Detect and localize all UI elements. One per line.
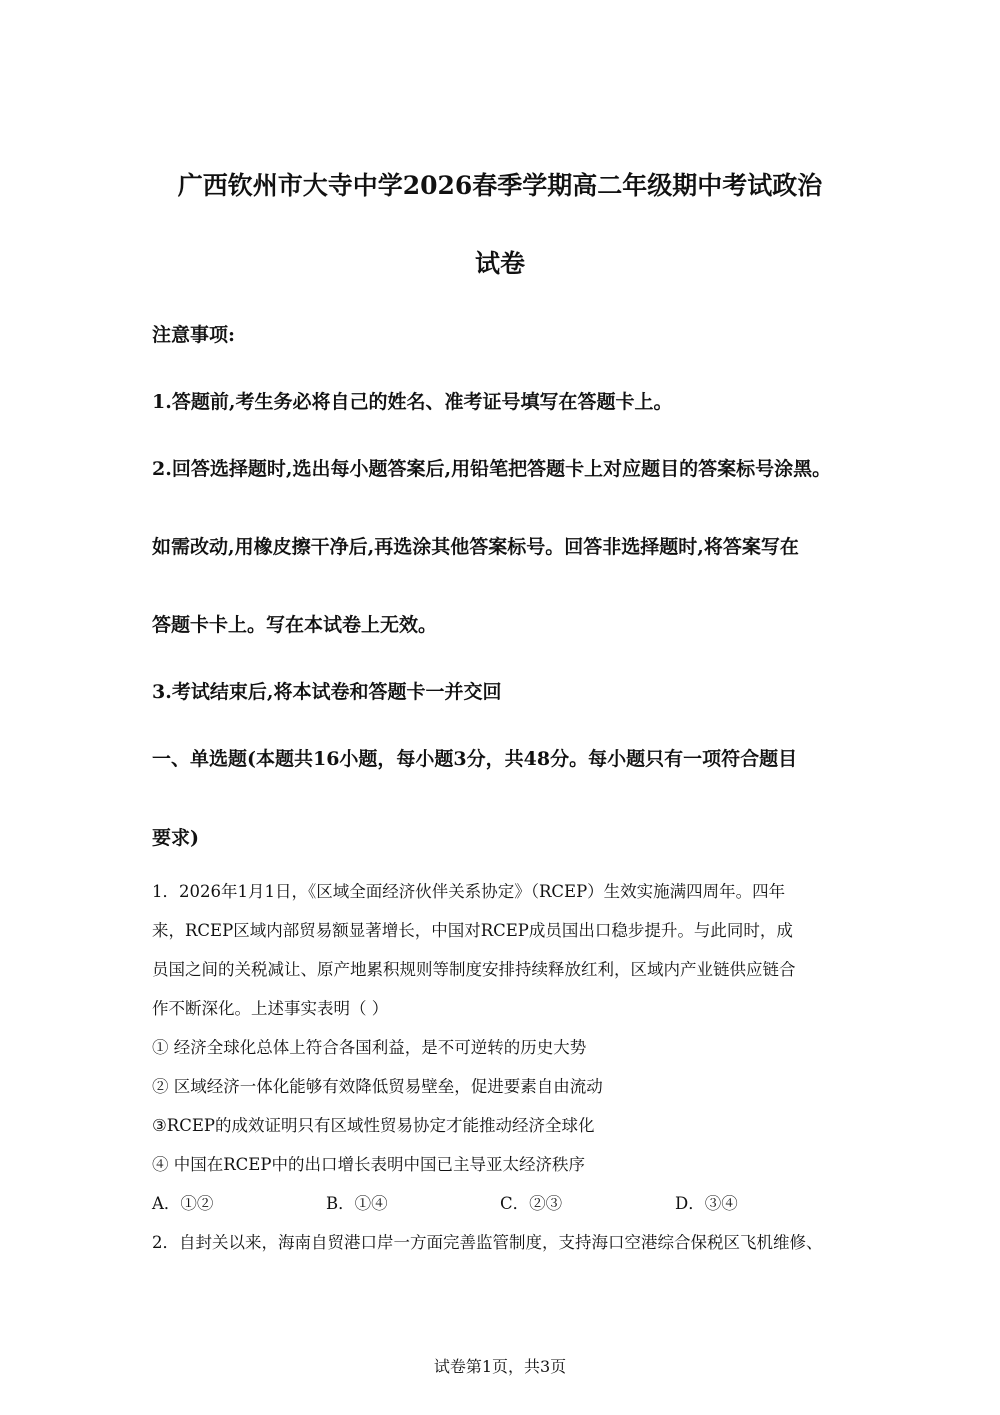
notice-line: 如需改动,用橡皮擦干净后,再选涂其他答案标号。回答非选择题时,将答案写在 (152, 536, 799, 558)
notice-line: 2.回答选择题时,选出每小题答案后,用铅笔把答题卡上对应题目的答案标号涂黑。 (152, 458, 832, 480)
section-heading: 要求) (152, 827, 199, 849)
question-1-statement: ④ 中国在RCEP中的出口增长表明中国已主导亚太经济秩序 (152, 1155, 585, 1174)
question-1-stem-line: 1．2026年1月1日，《区域全面经济伙伴关系协定》（RCEP）生效实施满四周年。四年 (152, 882, 786, 901)
notice-line: 1.答题前,考生务必将自己的姓名、准考证号填写在答题卡上。 (152, 391, 673, 413)
page-footer: 试卷第1页，共3页 (433, 1357, 567, 1376)
question-1-stem-line: 作不断深化。上述事实表明（ ） (152, 999, 389, 1018)
question-1-option-d: D．③④ (675, 1194, 738, 1213)
question-1-stem-line: 来，RCEP区域内部贸易额显著增长，中国对RCEP成员国出口稳步提升。与此同时，成 (152, 921, 793, 940)
section-heading: 一、单选题(本题共16小题，每小题3分，共48分。每小题只有一项符合题目 (152, 748, 798, 770)
question-2-stem-line: 2．自封关以来，海南自贸港口岸一方面完善监管制度，支持海口空港综合保税区飞机维修、 (152, 1233, 823, 1252)
question-1-statement: ③RCEP的成效证明只有区域性贸易协定才能推动经济全球化 (152, 1116, 595, 1135)
question-1-statement: ① 经济全球化总体上符合各国利益，是不可逆转的历史大势 (152, 1038, 587, 1057)
exam-title-line-2: 试卷 (474, 249, 525, 278)
question-1-option-a: A．①② (152, 1194, 214, 1213)
notice-line: 答题卡卡上。写在本试卷上无效。 (152, 614, 438, 636)
question-1-stem-line: 员国之间的关税减让、原产地累积规则等制度安排持续释放红利，区域内产业链供应链合 (152, 960, 796, 979)
notice-heading: 注意事项: (152, 324, 236, 346)
question-1-option-b: B．①④ (326, 1194, 388, 1213)
exam-title-line-1: 广西钦州市大寺中学2026春季学期高二年级期中考试政治 (177, 171, 823, 200)
question-1-statement: ② 区域经济一体化能够有效降低贸易壁垒，促进要素自由流动 (152, 1077, 603, 1096)
question-1-option-c: C．②③ (500, 1194, 563, 1213)
notice-line: 3.考试结束后,将本试卷和答题卡一并交回 (152, 681, 502, 703)
